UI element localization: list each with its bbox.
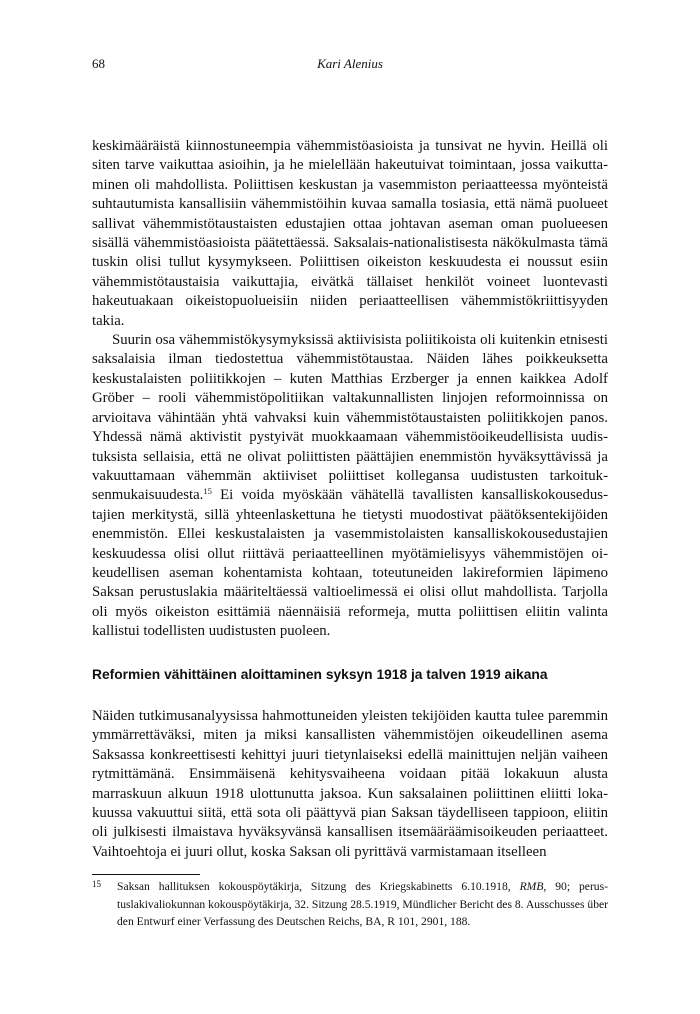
body-paragraph-1: keskimääräistä kiinnostuneempia vähemmistöasioista ja tunsivat ne hyvin. Heillä oli siten tarve vaikuttaa asioihin, ja he mielellään hakeutuivat toimintaan, jossa vaikuttaminen oli mahdollista. Poliittisen keskustan ja vasemmiston periaatteessa myönteistä suhtautumista kansallisiin vähemmistöihin kuvaa samalla tosiasia, että nämä puolueet sallivat vähemmistötaustaisten edustajien ottaa johtavan aseman oman puolueesen sisällä vähemmistöasioista päätettäessä. Saksalais-nationalistisesta näkökulmasta tämä tuskin olisi tullut kysymykseen. Poliittisen oikeiston keskuudesta ei noussut esiin vähemmistötaustaisia vaikuttajia, eivätkä tällaiset henkilöt voineet luontevasti hakeutuakaan oikeistopuolueisiin niiden periaatteellisen vähemmistökriittisyyden takia. <box>92 138 608 329</box>
page-header <box>92 56 608 76</box>
footnote-text <box>117 878 608 931</box>
footnote-divider <box>92 874 200 875</box>
footnote-text-b: , 90; perustuslakivaliokunnan kokouspöytäkirja, 32. Sitzung 28.5.1919, Mündlicher Bericht des 8. Ausschusses über den Entwurf einer Verfassung des Deutschen Reichs, BA, R 101, 2901, 188. <box>117 880 608 929</box>
section-heading: Reformien vähittäinen aloittaminen syksyn 1918 ja talven 1919 aikana <box>92 667 548 682</box>
footnote-reference[interactable]: 15 <box>203 486 212 497</box>
page-number: 68 <box>92 56 105 71</box>
body-paragraph-2 <box>92 331 608 642</box>
footnote-source-abbrev: RMB <box>519 880 544 893</box>
section-text <box>92 707 608 862</box>
body-paragraph-2-text-b: Ei voida myöskään vähätellä tavallisten kansalliskokousedustajien merkitystä, sillä yhteenlaskettuna he tietysti muodostivat päätöksentekijöiden enemmistön. Ellei keskustalaisten ja vasemmistolaisten kansalliskokousedustajien keskuudessa olisi ollut riittävä periaatteellinen myötämielisyys vähemmistöjen oikeudellisen aseman kohentamista kohtaan, toteutuneiden lakireformien läpimeno Saksan perustuslakia määriteltäessä valtioelimessä ei olisi ollut mahdollista. Tarjolla oli myös oikeiston esittämiä näennäisiä reformeja, mutta poliittisen eliitin valinta kallistui todellisten uudistusten puoleen. <box>92 487 608 640</box>
footnote-text-a: Saksan hallituksen kokouspöytäkirja, Sitzung des Kriegskabinetts 6.10.1918, <box>117 880 520 893</box>
running-head-author: Kari Alenius <box>317 56 383 71</box>
footnote <box>92 878 608 931</box>
section-paragraph: Näiden tutkimusanalyysissa hahmottuneiden yleisten tekijöiden kautta tulee paremmin ymmärrettäväksi, miten ja miksi kansallisten vähemmistöjen oikeudellinen asema Saksassa konkreettisesti kehittyi juuri tietynlaiseksi edellä mainittujen neljän vaiheen rytmittämänä. Ensimmäisenä kehitysvaiheena voidaan pitää lokakuun alusta marraskuun alkuun 1918 ulottunutta jaksoa. Kun saksalainen poliittinen eliitti lokakuussa vakuuttui siitä, että sota oli päättyvä pian Saksan täydelliseen tappioon, eliitin oli julkisesti ilmaistava hyväksyvänsä kansallisen itsemääräämisoikeuden periaatteet. Vaihtoehtoja ei juuri ollut, koska Saksan oli pyrittävä varmistamaan itselleen <box>92 708 608 860</box>
footnote-number: 15 <box>92 879 101 889</box>
body-paragraph-2-text-a: Suurin osa vähemmistökysymyksissä aktiivisista poliitikoista oli kuitenkin etnisesti saksalaisia ilman tiedostettua vähemmistötaustaa. Näiden lähes poikkeuksetta keskustalaisten poliitikkojen – kuten Matthias Erzberger ja ennen kaikkea Adolf Gröber – rooli vähemmistöpolitiikan valtakunnallisten linjojen reformoinnissa on arvioitava vähintään yhtä vahvaksi kuin vähemmistötaustaisten poliitikkojen panos. Yhdessä nämä aktivistit pystyivät muokkaamaan vähemmistöoikeudellisista uudistuksista sellaisia, että ne olivat poliittisten päättäjien enemmistön hyväksyttävissä ja vakuuttamaan vähemmän aktiiviset poliittiset kollegansa uudistusten tarkoituksenmukaisuudesta. <box>92 332 608 504</box>
body-text <box>92 137 608 642</box>
